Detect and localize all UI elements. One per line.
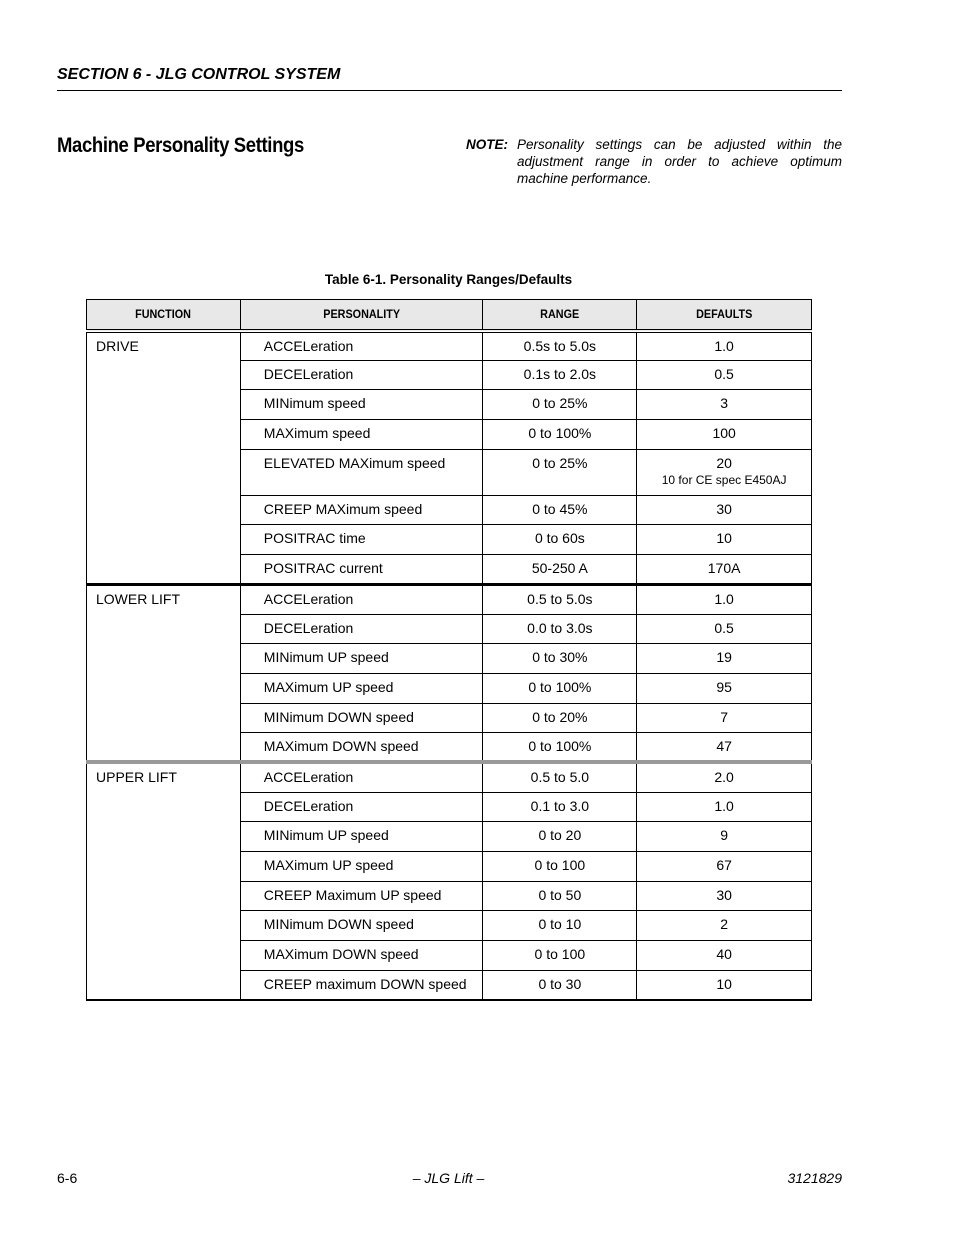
default-cell [637,420,812,450]
personality-cell: MAXimum DOWN speed [240,733,483,763]
default-cell [637,555,812,585]
default-cell [637,792,812,822]
column-header-function: FUNCTION [87,300,241,331]
personality-table [86,299,812,1001]
page-title: Machine Personality Settings [57,134,304,157]
range-cell: 0 to 30% [483,644,637,674]
default-cell [637,584,812,614]
column-header-defaults: DEFAULTS [637,300,812,331]
default-cell [637,331,812,361]
range-cell: 0 to 50 [483,881,637,911]
default-note: 10 for CE spec E450AJ [661,472,787,487]
default-value: 30 [716,886,732,903]
range-cell: 50-250 A [483,555,637,585]
range-cell: 0 to 25% [483,390,637,420]
default-value: 0.5 [714,619,734,636]
personality-cell: MINimum DOWN speed [240,703,483,733]
range-cell: 0 to 25% [483,449,637,495]
personality-cell: DECELeration [240,792,483,822]
table-body [87,331,812,1000]
function-cell: LOWER LIFT [87,584,241,762]
table-caption: Table 6-1. Personality Ranges/Defaults [324,272,573,287]
default-cell [637,703,812,733]
range-cell: 0 to 60s [483,525,637,555]
default-value: 30 [716,500,732,517]
default-cell [637,911,812,941]
default-value: 7 [720,708,729,725]
default-value: 10 [716,975,732,992]
default-value: 0.5 [714,365,734,382]
default-cell [637,762,812,792]
default-value: 2.0 [714,769,734,786]
default-value: 1.0 [714,797,734,814]
range-cell: 0.5 to 5.0s [483,584,637,614]
default-cell [637,449,812,495]
default-value: 67 [716,857,732,873]
personality-cell: MINimum UP speed [240,822,483,852]
default-cell [637,970,812,1000]
personality-cell: MAXimum UP speed [240,852,483,882]
personality-cell: MAXimum UP speed [240,673,483,703]
personality-cell: MAXimum speed [240,420,483,450]
range-cell: 0 to 45% [483,495,637,525]
page-number: 6-6 [57,1170,78,1186]
default-cell [637,614,812,644]
default-value: 47 [716,738,732,755]
range-cell: 0 to 100% [483,420,637,450]
section-header: SECTION 6 - JLG CONTROL SYSTEM [57,66,341,83]
range-cell: 0.5s to 5.0s [483,331,637,361]
default-value: 95 [716,678,732,695]
range-cell: 0 to 20 [483,822,637,852]
range-cell: 0 to 10 [483,911,637,941]
range-cell: 0 to 20% [483,703,637,733]
default-value: 2 [720,916,729,933]
personality-cell: MINimum UP speed [240,644,483,674]
default-value: 40 [716,946,732,963]
default-value: 9 [720,827,729,844]
personality-cell: CREEP Maximum UP speed [240,881,483,911]
default-cell [637,360,812,390]
table-row [87,331,812,361]
default-value: 100 [712,425,736,442]
range-cell: 0.1 to 3.0 [483,792,637,822]
default-value: 1.0 [714,337,734,354]
document-number: 3121829 [787,1170,842,1186]
personality-cell: MINimum DOWN speed [240,911,483,941]
range-cell: 0 to 100 [483,941,637,971]
personality-cell: CREEP maximum DOWN speed [240,970,483,1000]
table-row [87,584,812,614]
range-cell: 0.0 to 3.0s [483,614,637,644]
personality-cell: POSITRAC time [240,525,483,555]
default-cell [637,673,812,703]
default-cell [637,733,812,763]
default-value: 19 [716,649,732,666]
header-rule [57,90,842,91]
personality-cell: DECELeration [240,360,483,390]
default-cell [637,495,812,525]
personality-cell: POSITRAC current [240,555,483,585]
column-header-range: RANGE [483,300,637,331]
personality-cell: MAXimum DOWN speed [240,941,483,971]
default-cell [637,390,812,420]
personality-cell: MINimum speed [240,390,483,420]
default-value: 3 [720,395,729,412]
note-text: Personality settings can be adjusted within the adjustment range in order to achieve optimum machine performance. [517,137,842,186]
default-cell [637,525,812,555]
table-row [87,762,812,792]
default-value: 10 [716,530,732,547]
personality-cell: DECELeration [240,614,483,644]
default-value: 170A [707,560,741,577]
default-value: 1.0 [714,590,734,607]
default-cell [637,822,812,852]
personality-cell: ACCELeration [240,331,483,361]
range-cell: 0 to 100 [483,852,637,882]
range-cell: 0.5 to 5.0 [483,762,637,792]
range-cell: 0 to 30 [483,970,637,1000]
range-cell: 0 to 100% [483,673,637,703]
function-cell: UPPER LIFT [87,762,241,1000]
footer-center: – JLG Lift – [412,1170,485,1186]
range-cell: 0 to 100% [483,733,637,763]
note-label: NOTE: [466,137,508,152]
default-cell [637,881,812,911]
default-value: 20 [716,454,732,471]
personality-cell: ACCELeration [240,584,483,614]
default-cell [637,941,812,971]
personality-cell: CREEP MAXimum speed [240,495,483,525]
function-cell: DRIVE [87,331,241,585]
personality-cell: ELEVATED MAXimum speed [240,449,483,495]
default-cell [637,852,812,882]
default-cell [637,644,812,674]
column-header-personality: PERSONALITY [240,300,483,331]
range-cell: 0.1s to 2.0s [483,360,637,390]
personality-cell: ACCELeration [240,762,483,792]
table-header-row [87,300,812,331]
